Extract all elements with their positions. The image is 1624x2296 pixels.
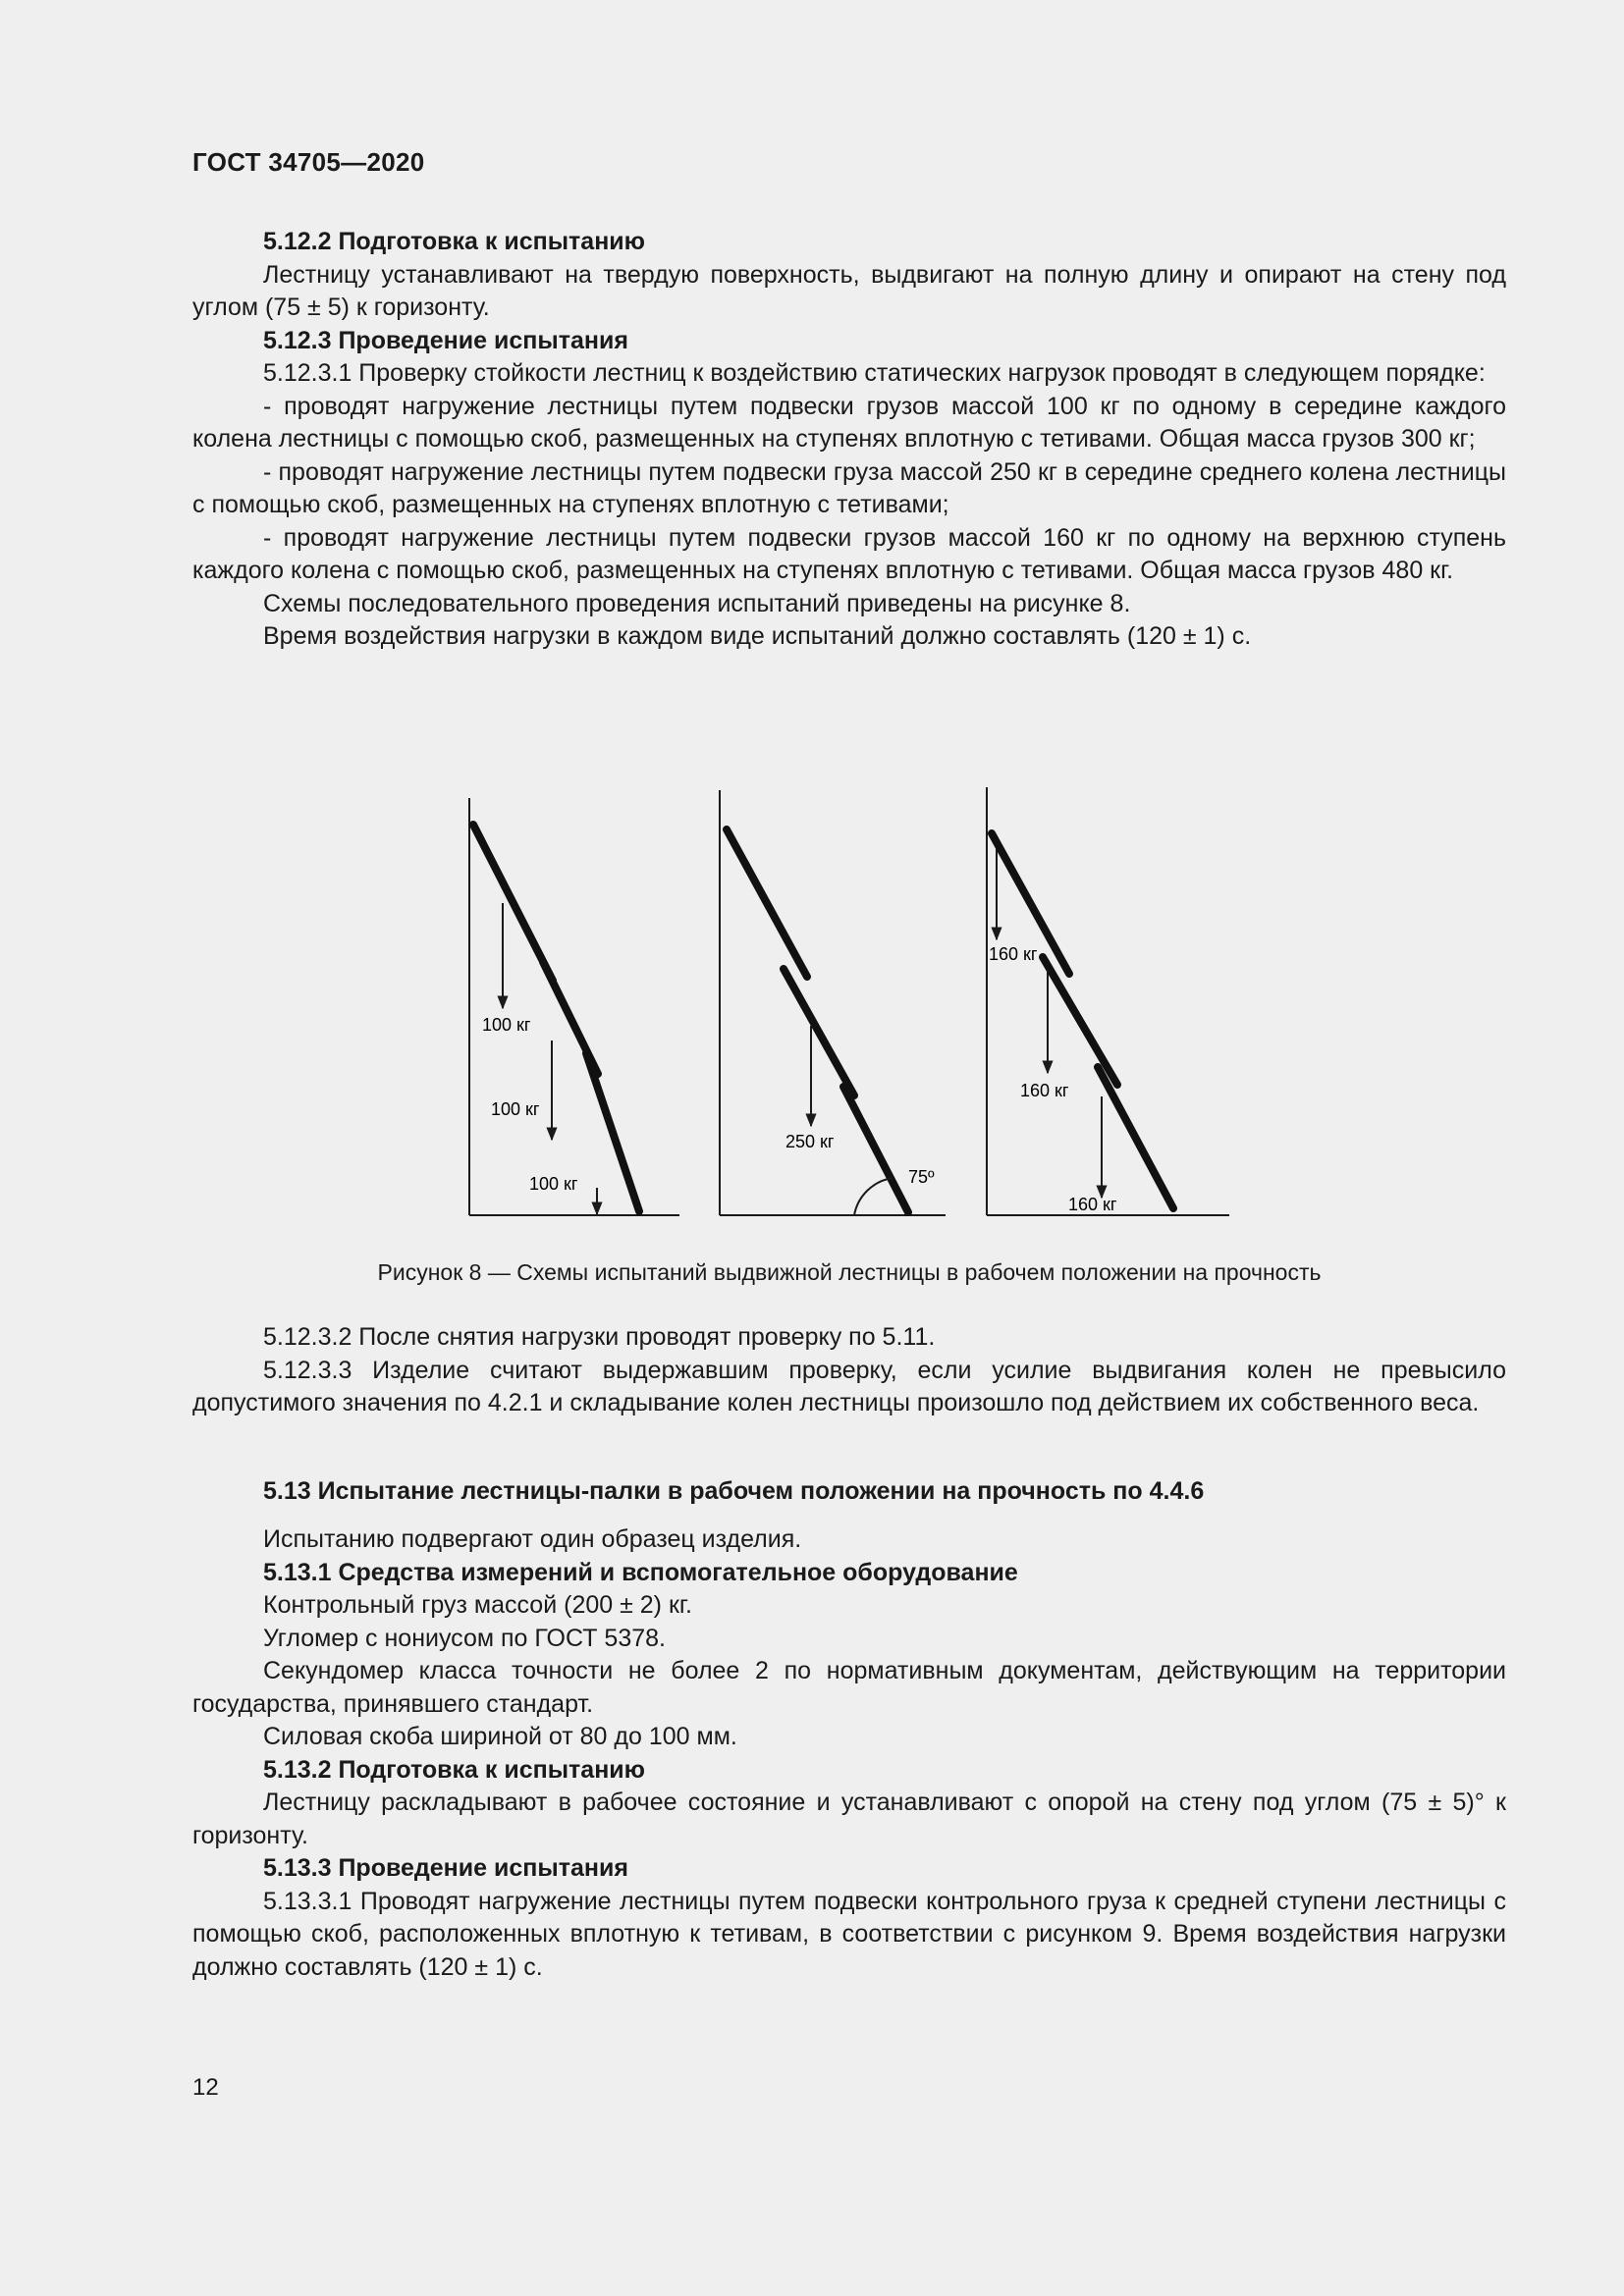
figure-caption: Рисунок 8 — Схемы испытаний выдвижной лестницы в рабочем положении на прочность	[377, 1259, 1322, 1285]
list-item: - проводят нагружение лестницы путем подвески груза массой 250 кг в середине среднего колена лестницы с помощью скоб, размещенных на ступенях вплотную с тетивами;	[192, 457, 1506, 518]
text-section-5-12	[192, 226, 1506, 654]
ladder-section	[586, 1053, 639, 1211]
text-section-5-13	[192, 1523, 1506, 1984]
load-label: 100 кг	[491, 1099, 540, 1119]
paragraph: Секундомер класса точности не более 2 по нормативным документам, действующим на территории государства, принявшего стандарт.	[192, 1657, 1506, 1718]
load-label: 160 кг	[989, 944, 1038, 964]
figure-8	[461, 780, 1237, 1222]
list-item: - проводят нагружение лестницы путем подвески грузов массой 100 кг по одному в середине каждого колена лестницы с помощью скоб, размещенных на ступенях вплотную с тетивами. Общая масса грузов 300 кг;	[192, 392, 1506, 453]
paragraph: Угломер с нониусом по ГОСТ 5378.	[263, 1624, 666, 1652]
paragraph: Силовая скоба шириной от 80 до 100 мм.	[263, 1723, 737, 1750]
paragraph: Лестницу раскладывают в рабочее состояние и устанавливают с опорой на стену под углом (75 ± 5)° к горизонту.	[192, 1789, 1506, 1849]
ladder-section	[727, 829, 807, 977]
document-header: ГОСТ 34705—2020	[192, 147, 425, 177]
paragraph: 5.12.3.1 Проверку стойкости лестниц к воздействию статических нагрузок проводят в следующем порядке:	[263, 359, 1486, 387]
figure-8-diagram	[461, 780, 1237, 1222]
paragraph: Испытанию подвергают один образец изделия.	[263, 1525, 802, 1553]
ladder-section	[473, 825, 553, 981]
scheme-3	[987, 787, 1229, 1215]
paragraph: 5.12.3.3 Изделие считают выдержавшим проверку, если усилие выдвигания колен не превысило допустимого значения по 4.2.1 и складывание колен лестницы произошло под действием их собственного веса.	[192, 1356, 1506, 1416]
paragraph: Контрольный груз массой (200 ± 2) кг.	[263, 1591, 692, 1619]
heading-5-13-block	[192, 1475, 1506, 1509]
paragraph: Время воздействия нагрузки в каждом виде испытаний должно составлять (120 ± 1) с.	[263, 622, 1252, 650]
ladder-section	[1043, 957, 1117, 1085]
heading-5-13-3: 5.13.3 Проведение испытания	[263, 1854, 628, 1882]
scheme-1	[469, 798, 679, 1215]
heading-5-12-3: 5.12.3 Проведение испытания	[263, 326, 628, 354]
heading-5-13-2: 5.13.2 Подготовка к испытанию	[263, 1755, 646, 1784]
heading-5-12-2: 5.12.2 Подготовка к испытанию	[263, 228, 646, 255]
ladder-section	[843, 1087, 908, 1212]
angle-arc	[854, 1178, 893, 1215]
paragraph: 5.13.3.1 Проводят нагружение лестницы путем подвески контрольного груза к средней ступени лестницы с помощью скоб, расположенных вплотную к тетивам, в соответствии с рисунком 9. Время воздействия нагрузки должно составлять (120 ± 1) с.	[192, 1887, 1506, 1981]
list-item: - проводят нагружение лестницы путем подвески грузов массой 160 кг по одному на верхнюю ступень каждого колена с помощью скоб, размещенных на ступенях вплотную с тетивами. Общая масса грузов 480 кг.	[192, 523, 1506, 584]
load-label: 160 кг	[1020, 1081, 1069, 1100]
page-number: 12	[192, 2074, 219, 2101]
paragraph: Схемы последовательного проведения испытаний приведены на рисунке 8.	[263, 589, 1131, 617]
paragraph: 5.12.3.2 После снятия нагрузки проводят проверку по 5.11.	[263, 1323, 936, 1351]
scheme-2	[720, 790, 946, 1215]
heading-5-13: 5.13 Испытание лестницы-палки в рабочем положении на прочность по 4.4.6	[263, 1477, 1205, 1505]
load-label: 100 кг	[482, 1015, 531, 1035]
load-label: 160 кг	[1068, 1195, 1117, 1214]
paragraph: Лестницу устанавливают на твердую поверхность, выдвигают на полную длину и опирают на стену под углом (75 ± 5) к горизонту.	[192, 260, 1506, 321]
ladder-section	[784, 969, 854, 1095]
angle-label: 75º	[908, 1167, 935, 1187]
load-label: 250 кг	[785, 1132, 835, 1151]
heading-5-13-1: 5.13.1 Средства измерений и вспомогательное оборудование	[263, 1558, 1018, 1586]
text-section-5-12-3	[192, 1321, 1506, 1420]
ladder-section	[1098, 1067, 1173, 1208]
load-label: 100 кг	[529, 1174, 578, 1194]
